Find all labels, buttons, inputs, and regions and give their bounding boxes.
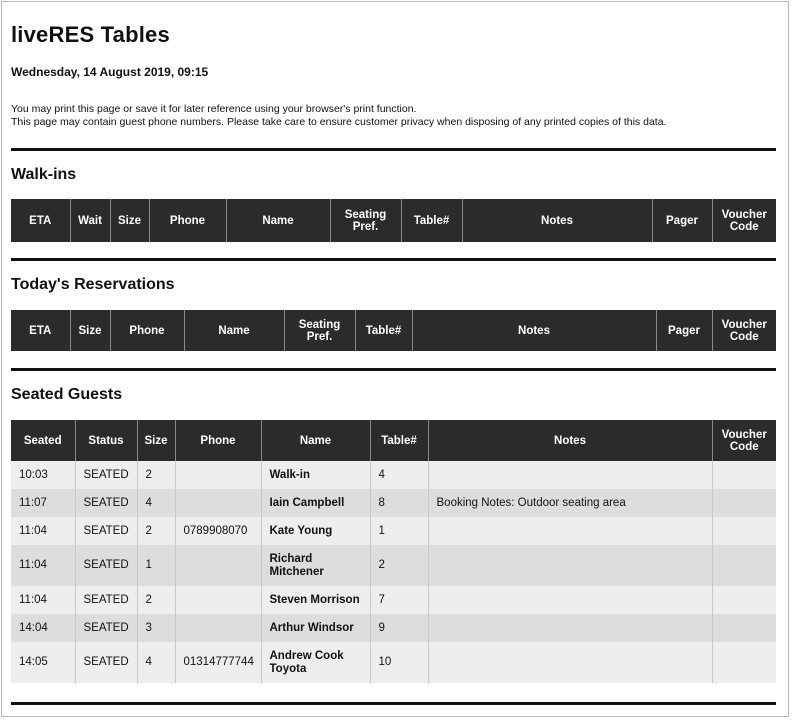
cell-table: 9 bbox=[370, 614, 428, 642]
cell-status: SEATED bbox=[75, 489, 137, 517]
date-line: Wednesday, 14 August 2019, 09:15 bbox=[11, 65, 209, 79]
cell-notes bbox=[428, 517, 712, 545]
table-row bbox=[11, 614, 776, 642]
col-header: Size bbox=[137, 420, 175, 461]
col-header: Status bbox=[75, 420, 137, 461]
cell-status: SEATED bbox=[75, 545, 137, 586]
reservations-title: Today's Reservations bbox=[11, 276, 175, 293]
cell-notes: Booking Notes: Outdoor seating area bbox=[428, 489, 712, 517]
cell-table: 1 bbox=[370, 517, 428, 545]
print-info bbox=[11, 103, 666, 129]
cell-status: SEATED bbox=[75, 586, 137, 614]
cell-name bbox=[261, 642, 370, 683]
cell-phone: 0789908070 bbox=[175, 517, 261, 545]
col-header: Name bbox=[226, 199, 330, 242]
col-header: Phone bbox=[110, 310, 184, 351]
guest-name: Steven Morrison bbox=[269, 593, 360, 606]
guest-name: Richard Mitchener bbox=[269, 552, 324, 578]
cell-notes bbox=[428, 642, 712, 683]
col-header: Name bbox=[261, 420, 370, 461]
table-row bbox=[11, 489, 776, 517]
cell-name bbox=[261, 545, 370, 586]
cell-seated: 11:07 bbox=[11, 489, 75, 517]
page-title: liveRES Tables bbox=[11, 22, 170, 47]
col-header: Voucher Code bbox=[712, 199, 776, 242]
col-header: Table# bbox=[370, 420, 428, 461]
cell-table: 8 bbox=[370, 489, 428, 517]
walkins-header-row bbox=[11, 199, 776, 242]
cell-voucher bbox=[712, 642, 776, 683]
cell-table: 4 bbox=[370, 461, 428, 489]
cell-table: 2 bbox=[370, 545, 428, 586]
col-header: Notes bbox=[462, 199, 652, 242]
cell-size: 2 bbox=[137, 517, 175, 545]
seated-table-body bbox=[11, 461, 776, 683]
col-header: Seating Pref. bbox=[284, 310, 355, 351]
cell-seated: 11:04 bbox=[11, 545, 75, 586]
col-header: Phone bbox=[175, 420, 261, 461]
cell-size: 2 bbox=[137, 461, 175, 489]
cell-size: 1 bbox=[137, 545, 175, 586]
col-header: ETA bbox=[11, 310, 70, 351]
col-header: Wait bbox=[70, 199, 110, 242]
cell-seated: 11:04 bbox=[11, 586, 75, 614]
cell-size: 3 bbox=[137, 614, 175, 642]
section-divider bbox=[11, 368, 776, 371]
col-header: Voucher Code bbox=[712, 420, 776, 461]
guest-name: Walk-in bbox=[269, 468, 310, 481]
privacy-info-line: This page may contain guest phone numbers. Please take care to ensure customer privacy when disposing of any printed copies of this data. bbox=[11, 116, 667, 128]
cell-notes bbox=[428, 461, 712, 489]
cell-phone bbox=[175, 614, 261, 642]
reservations-header-row bbox=[11, 310, 776, 351]
cell-size: 4 bbox=[137, 489, 175, 517]
cell-voucher bbox=[712, 517, 776, 545]
print-page bbox=[1, 1, 789, 717]
table-row bbox=[11, 586, 776, 614]
cell-seated: 10:03 bbox=[11, 461, 75, 489]
cell-size: 4 bbox=[137, 642, 175, 683]
col-header: Pager bbox=[652, 199, 712, 242]
col-header: Seated bbox=[11, 420, 75, 461]
section-divider bbox=[11, 258, 776, 261]
col-header: Seating Pref. bbox=[330, 199, 401, 242]
section-divider bbox=[11, 702, 776, 705]
cell-name bbox=[261, 461, 370, 489]
col-header: Table# bbox=[401, 199, 462, 242]
col-header: Voucher Code bbox=[712, 310, 776, 351]
guest-name: Arthur Windsor bbox=[269, 621, 354, 634]
cell-status: SEATED bbox=[75, 517, 137, 545]
seated-table bbox=[11, 420, 776, 683]
guest-name: Iain Campbell bbox=[269, 496, 345, 509]
cell-table: 7 bbox=[370, 586, 428, 614]
col-header: Notes bbox=[428, 420, 712, 461]
col-header: Table# bbox=[355, 310, 412, 351]
col-header: Pager bbox=[656, 310, 712, 351]
walkins-table bbox=[11, 199, 776, 242]
cell-notes bbox=[428, 614, 712, 642]
cell-status: SEATED bbox=[75, 642, 137, 683]
col-header: Name bbox=[184, 310, 284, 351]
cell-voucher bbox=[712, 545, 776, 586]
col-header: ETA bbox=[11, 199, 70, 242]
table-row bbox=[11, 517, 776, 545]
cell-size: 2 bbox=[137, 586, 175, 614]
cell-voucher bbox=[712, 614, 776, 642]
cell-voucher bbox=[712, 586, 776, 614]
cell-voucher bbox=[712, 489, 776, 517]
cell-name bbox=[261, 517, 370, 545]
col-header: Size bbox=[110, 199, 149, 242]
seated-header-row bbox=[11, 420, 776, 461]
walkins-title: Walk-ins bbox=[11, 166, 77, 183]
cell-notes bbox=[428, 545, 712, 586]
cell-status: SEATED bbox=[75, 461, 137, 489]
cell-phone bbox=[175, 461, 261, 489]
table-row bbox=[11, 642, 776, 683]
cell-name bbox=[261, 586, 370, 614]
cell-phone bbox=[175, 489, 261, 517]
cell-phone bbox=[175, 545, 261, 586]
table-row bbox=[11, 545, 776, 586]
cell-notes bbox=[428, 586, 712, 614]
section-divider bbox=[11, 148, 776, 151]
col-header: Size bbox=[70, 310, 110, 351]
cell-phone: 01314777744 bbox=[175, 642, 261, 683]
col-header: Notes bbox=[412, 310, 656, 351]
guest-name: Kate Young bbox=[269, 524, 333, 537]
guest-name: Andrew Cook bbox=[269, 649, 344, 662]
cell-table: 10 bbox=[370, 642, 428, 683]
col-header: Phone bbox=[149, 199, 226, 242]
cell-phone bbox=[175, 586, 261, 614]
cell-voucher bbox=[712, 461, 776, 489]
cell-seated: 14:05 bbox=[11, 642, 75, 683]
seated-title: Seated Guests bbox=[11, 386, 123, 403]
print-info-line: You may print this page or save it for later reference using your browser's print function. bbox=[11, 103, 417, 115]
cell-name bbox=[261, 489, 370, 517]
reservations-table bbox=[11, 310, 776, 351]
table-row bbox=[11, 461, 776, 489]
cell-seated: 11:04 bbox=[11, 517, 75, 545]
guest-company: Toyota bbox=[269, 662, 307, 675]
cell-status: SEATED bbox=[75, 614, 137, 642]
cell-name bbox=[261, 614, 370, 642]
cell-seated: 14:04 bbox=[11, 614, 75, 642]
